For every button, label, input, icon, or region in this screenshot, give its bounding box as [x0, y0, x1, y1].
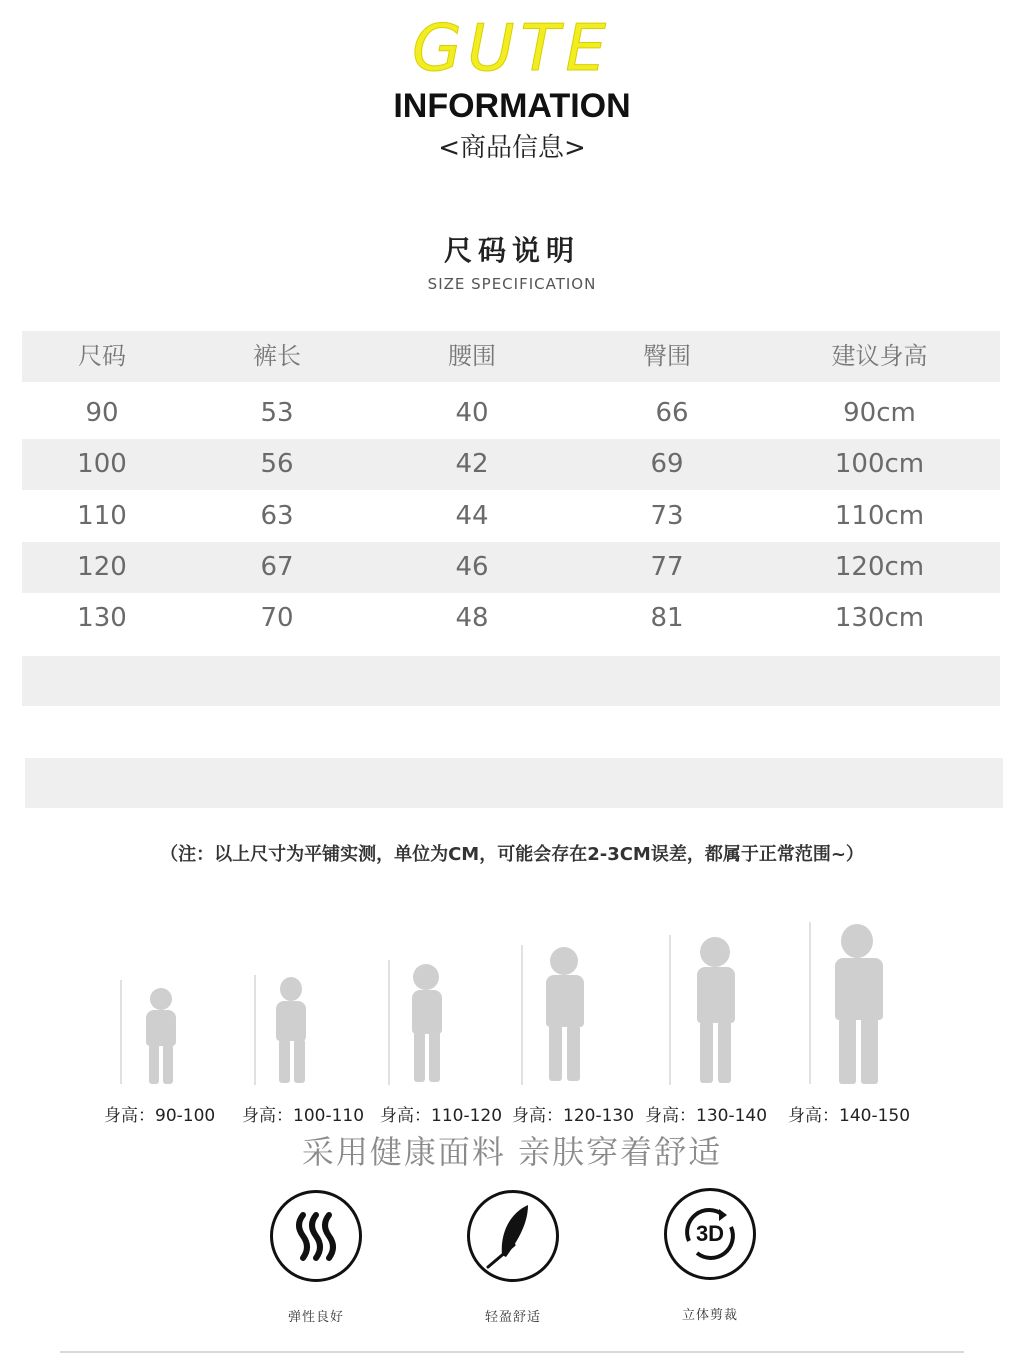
height-ruler [120, 980, 132, 1084]
height-ruler [254, 975, 266, 1085]
child-silhouette [518, 945, 618, 1090]
table-row [22, 491, 1000, 542]
table-cell: 46 [455, 552, 489, 582]
height-label: 身高：120-130 [512, 1106, 635, 1126]
measurement-note: （注：以上尺寸为平铺实测，单位为CM，可能会存在2-3CM误差，都属于正常范围~） [160, 844, 864, 865]
section-subtitle: SIZE SPECIFICATION [427, 275, 597, 293]
brand-subheading: <商品信息> [438, 133, 586, 163]
table-cell: 81 [650, 603, 684, 633]
height-label: 身高：130-140 [645, 1106, 768, 1126]
table-cell: 90cm [843, 398, 916, 428]
table-cell: 110cm [834, 501, 925, 531]
feature-label: 轻盈舒适 [484, 1310, 541, 1325]
table-cell: 77 [650, 552, 684, 582]
table-cell: 66 [655, 398, 689, 428]
table-cell: 90 [85, 398, 119, 428]
table-cell: 42 [455, 449, 489, 479]
table-cell: 110 [77, 501, 127, 531]
feature-elastic [266, 1190, 366, 1325]
brand-heading: INFORMATION [393, 87, 631, 125]
feature-3d [660, 1188, 760, 1323]
table-cell: 53 [260, 398, 294, 428]
height-label: 身高：110-120 [380, 1106, 503, 1126]
header-cell: 尺码 [78, 342, 126, 370]
feather-icon [467, 1190, 559, 1282]
table-cell: 130cm [834, 603, 925, 633]
height-ruler [521, 945, 533, 1085]
table-cell: 63 [260, 501, 294, 531]
table-cell: 130 [77, 603, 127, 633]
height-label: 身高：100-110 [242, 1106, 365, 1126]
table-cell: 56 [260, 449, 294, 479]
height-label: 身高：140-150 [788, 1106, 911, 1126]
table-row [22, 439, 1000, 490]
child-silhouette [665, 935, 765, 1090]
table-cell: 120 [77, 552, 127, 582]
table-row [22, 388, 1000, 439]
feature-light [463, 1190, 563, 1325]
table-cell: 100cm [834, 449, 925, 479]
header-cell: 裤长 [253, 342, 301, 370]
header-cell: 腰围 [448, 342, 496, 370]
table-cell: 48 [455, 603, 489, 633]
table-cell: 120cm [834, 552, 925, 582]
header-cell: 建议身高 [831, 342, 928, 370]
feature-label: 立体剪裁 [681, 1308, 738, 1323]
child-silhouette [385, 960, 485, 1090]
table-cell: 67 [260, 552, 294, 582]
table-cell: 70 [260, 603, 294, 633]
fabric-slogan: 采用健康面料 亲肤穿着舒适 [301, 1133, 723, 1171]
child-silhouette [118, 980, 218, 1090]
brand-logo-text: GUTE [412, 12, 612, 86]
height-ruler [669, 935, 681, 1085]
child-silhouette [805, 922, 905, 1090]
table-cell: 44 [455, 501, 489, 531]
height-label: 身高：90-100 [104, 1106, 216, 1126]
table-header-row [22, 331, 1000, 382]
3d-icon-text: 3D [695, 1221, 725, 1246]
child-silhouette [252, 975, 352, 1090]
3d-cut-icon [664, 1188, 756, 1280]
table-cell: 100 [77, 449, 127, 479]
empty-table-row [25, 758, 1003, 808]
elastic-waves-icon [270, 1190, 362, 1282]
height-ruler [388, 960, 400, 1085]
table-row [22, 593, 1000, 644]
table-cell: 40 [455, 398, 489, 428]
table-cell: 69 [650, 449, 684, 479]
divider [60, 1351, 964, 1353]
header-cell: 臀围 [643, 342, 691, 370]
feature-label: 弹性良好 [287, 1310, 344, 1325]
empty-table-row [22, 656, 1000, 706]
table-cell: 73 [650, 501, 684, 531]
table-row [22, 542, 1000, 593]
height-ruler [809, 922, 821, 1084]
section-title: 尺码说明 [443, 234, 580, 267]
